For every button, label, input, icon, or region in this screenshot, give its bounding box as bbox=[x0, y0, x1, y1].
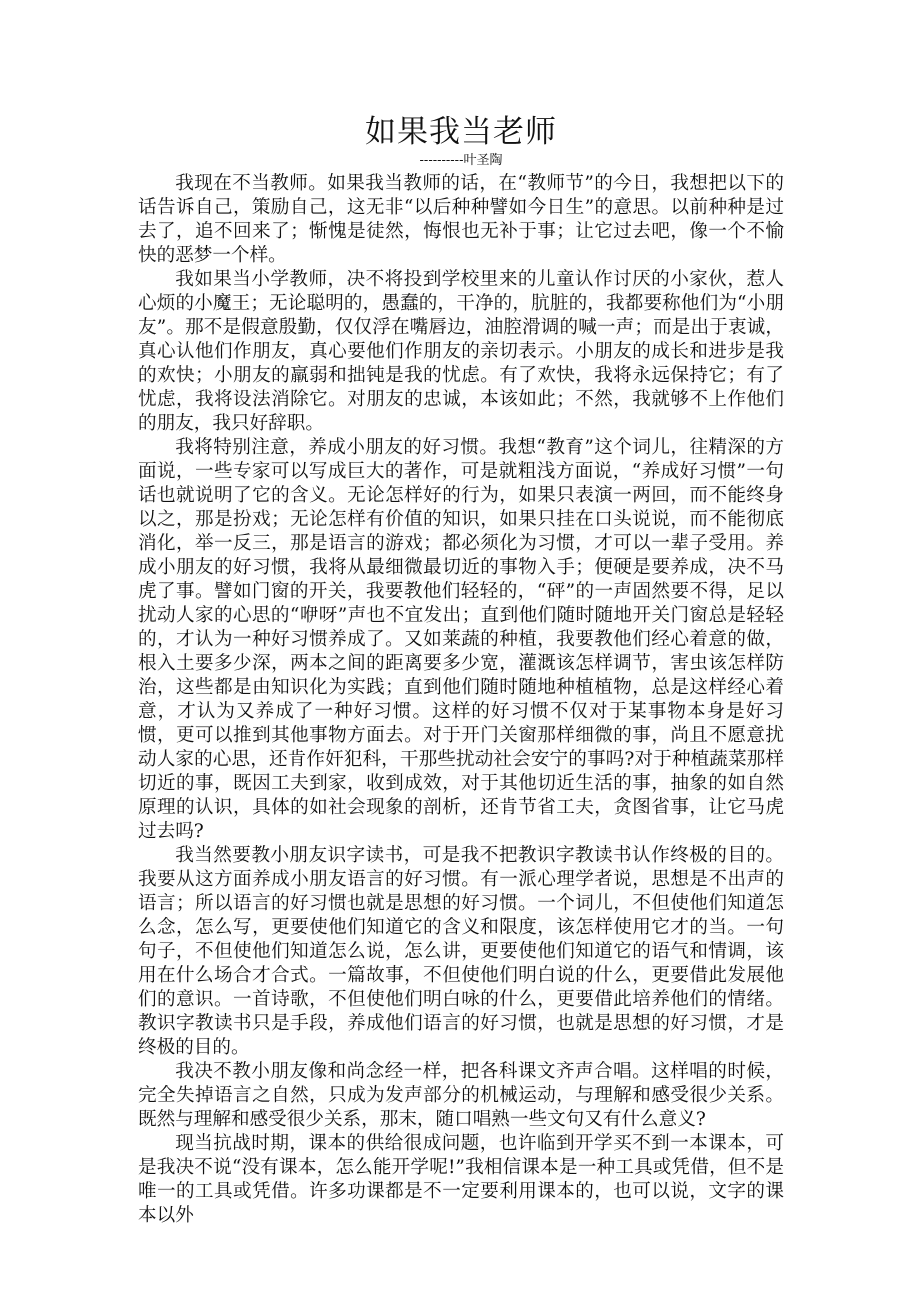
document-page bbox=[138, 112, 784, 1228]
paragraph-2: 我如果当小学教师，决不将投到学校里来的儿童认作讨厌的小家伙，惹人心烦的小魔王；无论聪明的，愚蠢的，干净的，肮脏的，我都要称他们为“小朋友”。那不是假意殷勤，仅仅浮在嘴唇边，油腔滑调的喊一声；而是出于衷诚，真心认他们作朋友，真心要他们作朋友的亲切表示。小朋友的成长和进步是我的欢快；小朋友的羸弱和拙钝是我的忧虑。有了欢快，我将永远保持它；有了忧虑，我将设法消除它。对朋友的忠诚，本该如此；不然，我就够不上作他们的朋友，我只好辞职。 bbox=[138, 269, 784, 434]
document-author: ----------叶圣陶 bbox=[419, 153, 503, 168]
document-title: 如果我当老师 bbox=[365, 114, 557, 150]
paragraph-3: 我将特别注意，养成小朋友的好习惯。我想“教育”这个词儿，往精深的方面说，一些专家可以写成巨大的著作，可是就粗浅方面说，“养成好习惯”一句话也就说明了它的含义。无论怎样好的行为，如果只表演一两回，而不能终身以之，那是扮戏；无论怎样有价值的知识，如果只挂在口头说说，而不能彻底消化，举一反三，那是语言的游戏；都必须化为习惯，才可以一辈子受用。养成小朋友的好习惯，我将从最细微最切近的事物入手；便硬是要养成，决不马虎了事。譬如门窗的开关，我要教他们轻轻的，“砰”的一声固然要不得，足以扰动人家的心思的“咿呀”声也不宜发出；直到他们随时随地开关门窗总是轻轻的，才认为一种好习惯养成了。又如莱蔬的种植，我要教他们经心着意的做，根入土要多少深，两本之间的距离要多少宽，灌溉该怎样调节，害虫该怎样防治，这些都是由知识化为实践；直到他们随时随地种植植物，总是这样经心着意，才认为又养成了一种好习惯。这样的好习惯不仅对于某事物本身是好习惯，更可以推到其他事物方面去。对于开门关窗那样细微的事，尚且不愿意扰动人家的心思，还肯作奸犯科，干那些扰动社会安宁的事吗?对于种植蔬菜那样切近的事，既因工夫到家，收到成效，对于其他切近生活的事，抽象的如自然原理的认识，具体的如社会现象的剖析，还肯节省工夫，贪图省事，让它马虎过去吗? bbox=[138, 437, 784, 842]
paragraph-5: 我决不教小朋友像和尚念经一样，把各科课文齐声合唱。这样唱的时候，完全失掉语言之自然，只成为发声部分的机械运动，与理解和感受很少关系。既然与理解和感受很少关系，那末，随口唱熟一些文句又有什么意义? bbox=[138, 1061, 784, 1130]
paragraph-1: 我现在不当教师。如果我当教师的话，在“教师节”的今日，我想把以下的话告诉自己，策励自己，这无非“以后种种譬如今日生”的意思。以前种种是过去了，追不回来了；惭愧是徒然，悔恨也无补于事；让它过去吧，像一个不愉快的恶梦一个样。 bbox=[138, 173, 784, 266]
paragraph-4: 我当然要教小朋友识字读书，可是我不把教识字教读书认作终极的目的。我要从这方面养成小朋友语言的好习惯。有一派心理学者说，思想是不出声的语言；所以语言的好习惯也就是思想的好习惯。一个词儿，不但使他们知道怎么念，怎么写，更要使他们知道它的含义和限度，该怎样使用它才的当。一句句子，不但使他们知道怎么说，怎么讲，更要使他们知道它的语气和情调，该用在什么场合才合式。一篇故事，不但使他们明白说的什么，更要借此发展他们的意识。一首诗歌，不但使他们明白咏的什么，更要借此培养他们的情绪。教识字教读书只是手段，养成他们语言的好习惯，也就是思想的好习惯，才是终极的目的。 bbox=[138, 845, 784, 1058]
paragraph-6: 现当抗战时期，课本的供给很成问题，也许临到开学买不到一本课本，可是我决不说“没有课本，怎么能开学呢!”我相信课本是一种工具或凭借，但不是唯一的工具或凭借。许多功课都是不一定要利用课本的，也可以说，文字的课本以外 bbox=[138, 1133, 784, 1226]
